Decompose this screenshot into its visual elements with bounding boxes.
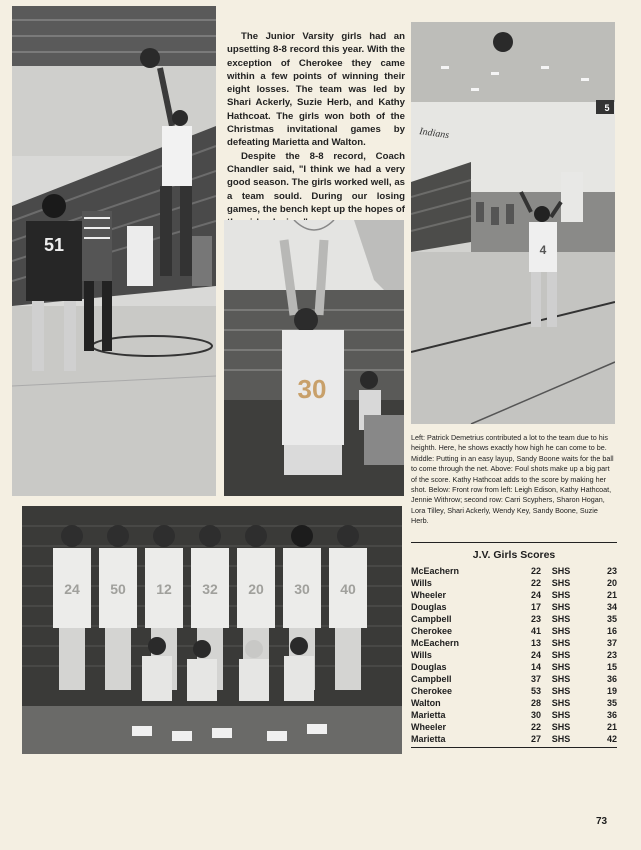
jersey-4-text: 4 [539,243,547,257]
school-label: SHS [551,626,571,636]
school-label: SHS [551,674,571,684]
opponent-name: Wheeler [411,722,447,732]
opponent-score: 23 [530,614,541,624]
opponent-name: Walton [411,698,441,708]
shs-score: 15 [606,662,617,672]
opponent-score: 22 [530,722,541,732]
photo-layup [224,220,404,496]
team-jersey-number: 40 [340,581,356,597]
shs-score: 35 [606,698,617,708]
team-jersey-number: 50 [110,581,126,597]
shs-score: 42 [606,734,617,744]
shs-score: 34 [606,602,617,612]
opponent-name: Campbell [411,614,452,624]
photo-foul-shot [411,22,615,424]
opponent-score: 28 [530,698,541,708]
opponent-name: Campbell [411,674,452,684]
opponent-score: 41 [530,626,541,636]
photo-tipoff [12,6,216,496]
team-jersey-number: 30 [294,581,310,597]
jersey-30-text: 30 [297,374,327,404]
opponent-name: Cherokee [411,686,453,696]
school-label: SHS [551,566,571,576]
scores-bottom-rule [411,747,617,748]
opponent-score: 22 [530,566,541,576]
player-legs [59,628,85,690]
opponent-score: 14 [530,662,541,672]
score-row [411,601,617,613]
shs-score: 35 [606,614,617,624]
score-row [411,661,617,673]
opponent-score: 27 [530,734,541,744]
score-row [411,577,617,589]
score-row [411,685,617,697]
school-label: SHS [551,602,571,612]
opponent-score: 22 [530,578,541,588]
team-jersey-number: 20 [248,581,264,597]
school-label: SHS [551,662,571,672]
score-row [411,589,617,601]
shs-score: 23 [606,566,617,576]
school-label: SHS [551,710,571,720]
photo-team [22,506,402,754]
shs-score: 36 [606,710,617,720]
photo-caption: Left: Patrick Demetrius contributed a lot to the team due to his heighth. Here, he shows exactly how high he can come to be. Middle: Putting in an easy layup, Sandy Boone waits for the ball to come through the net. Above: Foul shots make up a big part of the score. Kathy Hathcoat adds to the score by making her shot. Below: Front row from left: Leigh Edison, Kathy Hathcoat, Jennie Withrow; second row: Carri Scyphers, Sharon Hogan, Lora Tilley, Shari Ackerly, Wendy Key, Sandy Boone, Suzie Herb. [411,433,614,526]
opponent-name: McEachern [411,566,460,576]
player-legs [335,628,361,690]
scoreboard-text: 5 [604,103,610,113]
school-label: SHS [551,698,571,708]
player-head [245,525,267,547]
opponent-name: Douglas [411,662,447,672]
opponent-name: Wheeler [411,590,447,600]
school-label: SHS [551,722,571,732]
player-head [153,525,175,547]
player-head [199,525,221,547]
player-head [291,525,313,547]
opponent-score: 53 [530,686,541,696]
score-row [411,565,617,577]
opponent-name: Marietta [411,734,446,744]
page-number: 73 [596,816,608,827]
school-label: SHS [551,614,571,624]
school-label: SHS [551,734,571,744]
score-row [411,697,617,709]
score-row [411,709,617,721]
school-label: SHS [551,590,571,600]
scores-top-rule [411,542,617,543]
player-legs [105,628,131,690]
shs-score: 20 [606,578,617,588]
team-jersey-number: 12 [156,581,172,597]
score-row [411,733,617,745]
opponent-name: McEachern [411,638,460,648]
opponent-name: Wills [411,578,432,588]
opponent-score: 37 [530,674,541,684]
score-row [411,649,617,661]
opponent-name: Marietta [411,710,446,720]
score-row [411,637,617,649]
player-head [107,525,129,547]
school-label: SHS [551,638,571,648]
shs-score: 16 [606,626,617,636]
shs-score: 21 [606,722,617,732]
team-jersey-number: 32 [202,581,218,597]
story-text [227,30,405,229]
shs-score: 21 [606,590,617,600]
opponent-name: Wills [411,650,432,660]
score-row [411,721,617,733]
score-row [411,613,617,625]
score-rows [411,565,617,745]
opponent-score: 24 [530,650,541,660]
shs-score: 23 [606,650,617,660]
opponent-score: 24 [530,590,541,600]
score-row [411,625,617,637]
scores-title: J.V. Girls Scores [472,549,556,561]
opponent-name: Cherokee [411,626,453,636]
team-jersey-number: 24 [64,581,80,597]
opponent-score: 30 [530,710,541,720]
school-label: SHS [551,650,571,660]
banner-text: Indians [418,126,450,142]
opponent-name: Douglas [411,602,447,612]
jersey-51-text: 51 [43,235,65,255]
scores-table [411,542,617,748]
shs-score: 37 [606,638,617,648]
player-head [61,525,83,547]
opponent-score: 13 [530,638,541,648]
school-label: SHS [551,578,571,588]
player-head [337,525,359,547]
shs-score: 19 [606,686,617,696]
story-paragraph-1: The Junior Varsity girls had an upsetting 8-8 record this year. With the exception of Cherokee they came within a few points of winning their eight losses. The team was led by Shari Ackerly, Suzie Herb, and Kathy Hathcoat. The girls won both of the Christmas invitational games by defeating Marietta and Walton. [227,31,405,149]
shs-score: 36 [606,674,617,684]
school-label: SHS [551,686,571,696]
score-row [411,673,617,685]
opponent-score: 17 [530,602,541,612]
story-paragraph-2: Despite the 8-8 record, Coach Chandler said, "I think we had a very good season. The girls worked well, as a team sould. During our losing games, the bench kept up the hopes of [227,150,405,215]
